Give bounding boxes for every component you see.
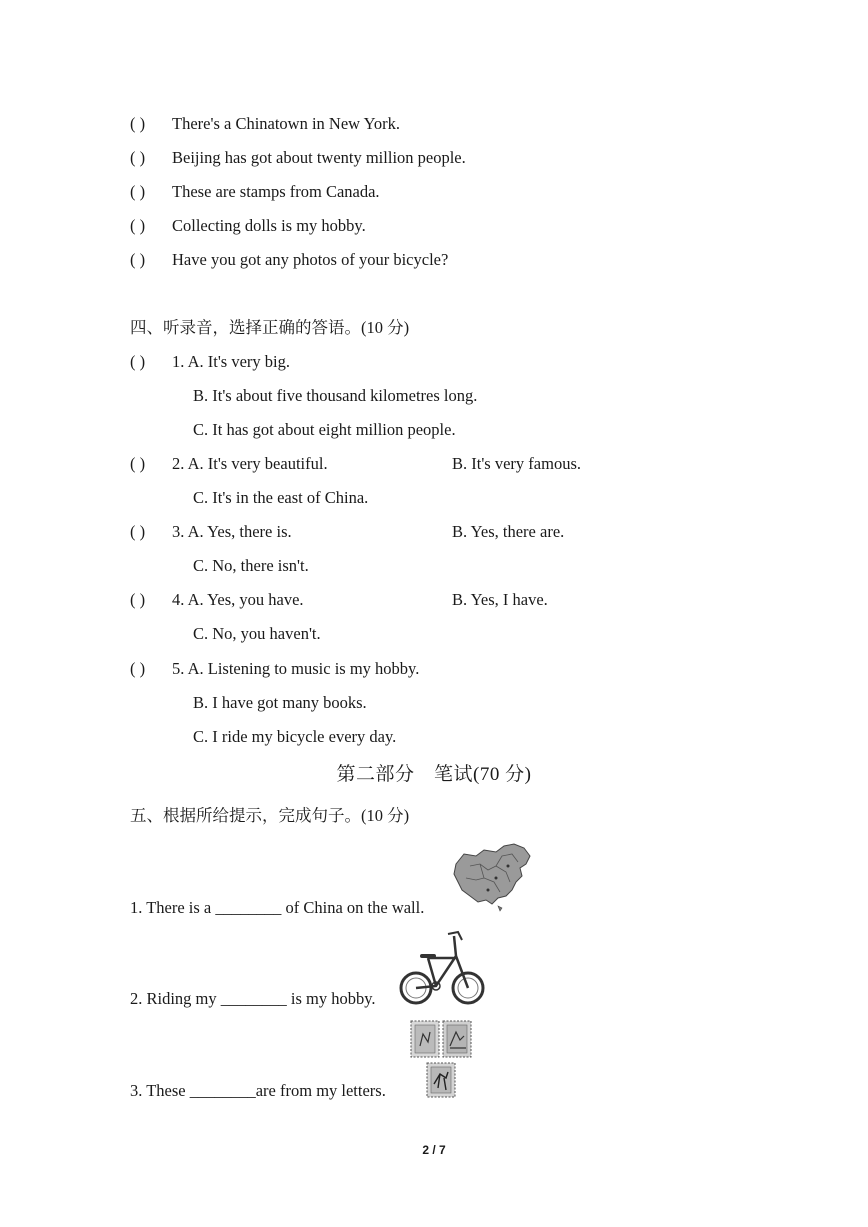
part-two-title: 第二部分 笔试(70 分) — [336, 764, 532, 785]
sentence-2: 2. Riding my ________ is my hobby. — [130, 989, 376, 1008]
china-map-icon — [450, 842, 534, 912]
option-c: C. I ride my bicycle every day. — [193, 727, 397, 746]
option-b: B. I have got many books. — [193, 693, 367, 712]
bicycle-icon — [398, 928, 488, 1008]
statement-item: Have you got any photos of your bicycle? — [172, 250, 449, 269]
answer-paren[interactable]: ( ) — [130, 659, 146, 678]
answer-paren[interactable]: ( ) — [130, 114, 146, 133]
option-a: 4. A. Yes, you have. — [172, 590, 304, 609]
option-b: B. Yes, I have. — [452, 590, 548, 609]
option-b: B. It's very famous. — [452, 454, 581, 473]
statement-item: Beijing has got about twenty million people. — [172, 148, 466, 167]
option-a: 1. A. It's very big. — [172, 352, 291, 371]
answer-paren[interactable]: ( ) — [130, 148, 146, 167]
option-a: 3. A. Yes, there is. — [172, 522, 292, 541]
section-4-heading: 四、听录音，选择正确的答语。(10 分) — [130, 318, 410, 337]
sentence-3: 3. These ________are from my letters. — [130, 1081, 386, 1100]
sentence-1: 1. There is a ________ of China on the wall. — [130, 898, 425, 917]
option-a: 2. A. It's very beautiful. — [172, 454, 328, 473]
option-c: C. No, you haven't. — [193, 624, 321, 643]
answer-paren[interactable]: ( ) — [130, 454, 146, 473]
stamps-icon — [410, 1020, 474, 1100]
statement-item: These are stamps from Canada. — [172, 182, 380, 201]
option-a: 5. A. Listening to music is my hobby. — [172, 659, 420, 678]
option-c: C. It has got about eight million people. — [193, 420, 456, 439]
statement-item: There's a Chinatown in New York. — [172, 114, 400, 133]
page-number: 2 / 7 — [422, 1143, 446, 1157]
answer-paren[interactable]: ( ) — [130, 590, 146, 609]
section-5-heading: 五、根据所给提示，完成句子。(10 分) — [130, 806, 410, 825]
answer-paren[interactable]: ( ) — [130, 522, 146, 541]
option-b: B. It's about five thousand kilometres long. — [193, 386, 478, 405]
answer-paren[interactable]: ( ) — [130, 182, 146, 201]
option-b: B. Yes, there are. — [452, 522, 565, 541]
statement-item: Collecting dolls is my hobby. — [172, 216, 366, 235]
answer-paren[interactable]: ( ) — [130, 216, 146, 235]
answer-paren[interactable]: ( ) — [130, 250, 146, 269]
option-c: C. No, there isn't. — [193, 556, 309, 575]
option-c: C. It's in the east of China. — [193, 488, 369, 507]
answer-paren[interactable]: ( ) — [130, 352, 146, 371]
